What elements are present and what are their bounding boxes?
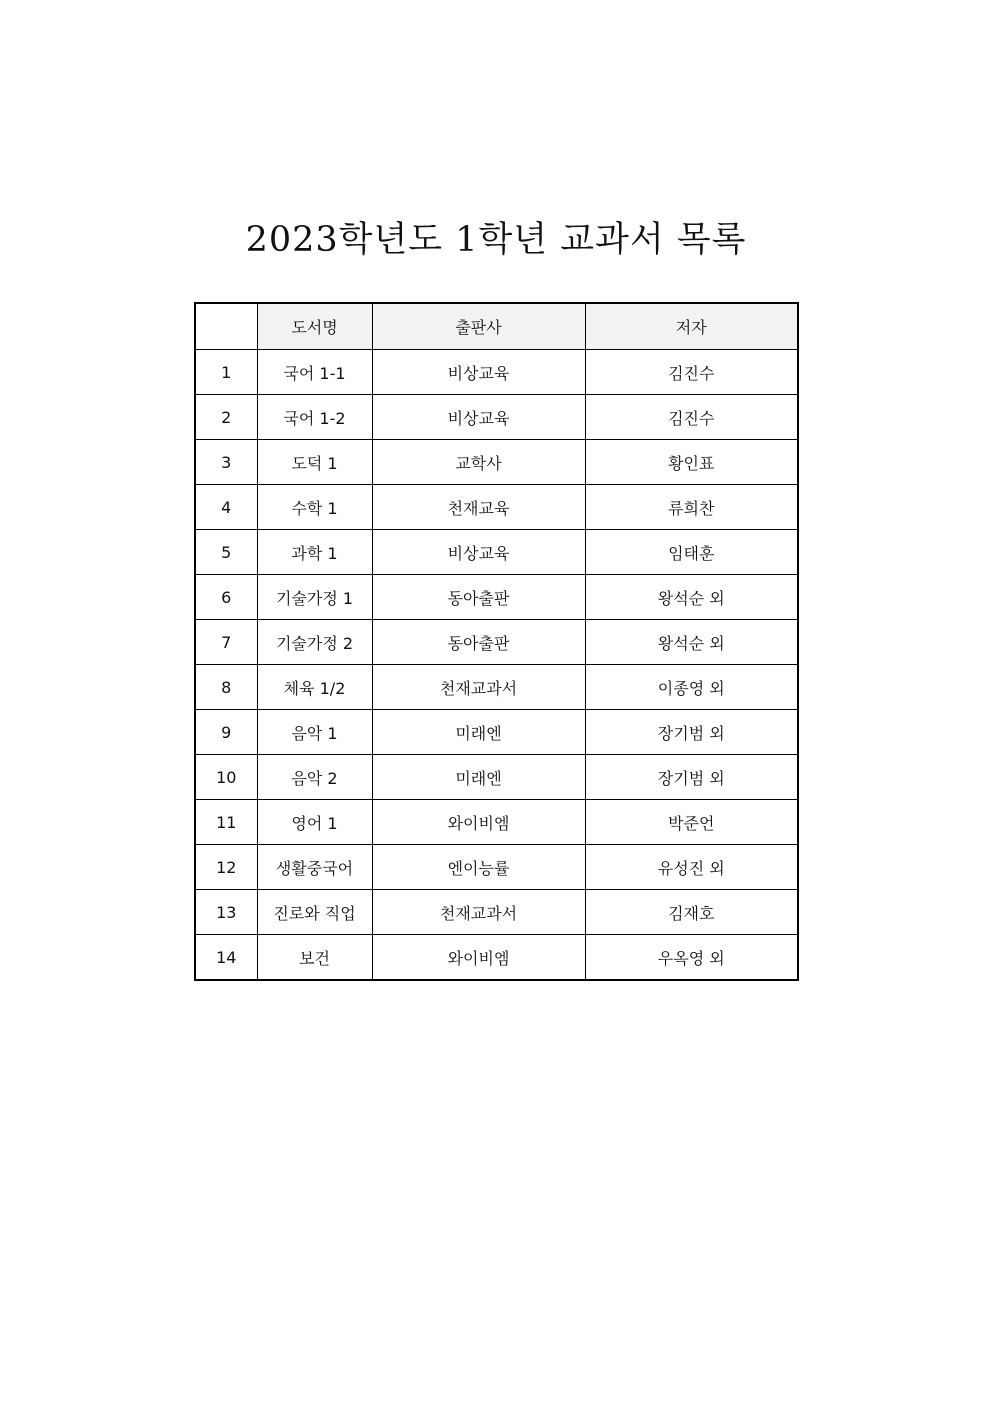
row-book-title: 국어 1-1 [257,350,372,395]
table-row [195,800,798,845]
row-author: 장기범 외 [585,710,798,755]
row-publisher: 미래엔 [372,755,585,800]
table-row [195,530,798,575]
row-number: 12 [195,845,257,890]
table-row [195,620,798,665]
row-book-title: 영어 1 [257,800,372,845]
row-book-title: 기술가정 1 [257,575,372,620]
row-number: 9 [195,710,257,755]
row-author: 김진수 [585,395,798,440]
row-number: 8 [195,665,257,710]
table-row [195,890,798,935]
table-row [195,395,798,440]
row-publisher: 엔이능률 [372,845,585,890]
row-publisher: 비상교육 [372,530,585,575]
row-publisher: 와이비엠 [372,800,585,845]
row-publisher: 비상교육 [372,350,585,395]
textbook-table [194,302,799,981]
row-author: 황인표 [585,440,798,485]
row-book-title: 보건 [257,935,372,981]
row-book-title: 국어 1-2 [257,395,372,440]
table-header-row [195,303,798,350]
row-book-title: 음악 1 [257,710,372,755]
header-book-title: 도서명 [257,303,372,350]
table-row [195,665,798,710]
row-author: 박준언 [585,800,798,845]
row-book-title: 체육 1/2 [257,665,372,710]
row-number: 6 [195,575,257,620]
row-author: 김재호 [585,890,798,935]
row-author: 유성진 외 [585,845,798,890]
table-row [195,935,798,981]
table-row [195,350,798,395]
row-number: 5 [195,530,257,575]
row-publisher: 비상교육 [372,395,585,440]
row-author: 장기범 외 [585,755,798,800]
row-number: 3 [195,440,257,485]
row-book-title: 과학 1 [257,530,372,575]
row-number: 7 [195,620,257,665]
page-title: 2023학년도 1학년 교과서 목록 [245,220,747,260]
row-book-title: 기술가정 2 [257,620,372,665]
row-number: 2 [195,395,257,440]
row-book-title: 생활중국어 [257,845,372,890]
row-publisher: 천재교과서 [372,890,585,935]
row-author: 왕석순 외 [585,575,798,620]
table-row [195,440,798,485]
row-number: 10 [195,755,257,800]
table-row [195,485,798,530]
row-author: 왕석순 외 [585,620,798,665]
row-publisher: 와이비엠 [372,935,585,981]
row-number: 13 [195,890,257,935]
row-publisher: 동아출판 [372,575,585,620]
row-book-title: 음악 2 [257,755,372,800]
row-number: 1 [195,350,257,395]
header-number [195,303,257,350]
row-author: 류희찬 [585,485,798,530]
row-publisher: 천재교과서 [372,665,585,710]
row-author: 김진수 [585,350,798,395]
row-publisher: 동아출판 [372,620,585,665]
row-publisher: 교학사 [372,440,585,485]
table-row [195,575,798,620]
row-number: 11 [195,800,257,845]
row-book-title: 진로와 직업 [257,890,372,935]
table-row [195,755,798,800]
header-author: 저자 [585,303,798,350]
row-number: 14 [195,935,257,981]
table-row [195,845,798,890]
row-author: 우옥영 외 [585,935,798,981]
row-author: 이종영 외 [585,665,798,710]
table-row [195,710,798,755]
row-number: 4 [195,485,257,530]
header-publisher: 출판사 [372,303,585,350]
row-book-title: 도덕 1 [257,440,372,485]
row-publisher: 천재교육 [372,485,585,530]
row-book-title: 수학 1 [257,485,372,530]
row-author: 임태훈 [585,530,798,575]
row-publisher: 미래엔 [372,710,585,755]
